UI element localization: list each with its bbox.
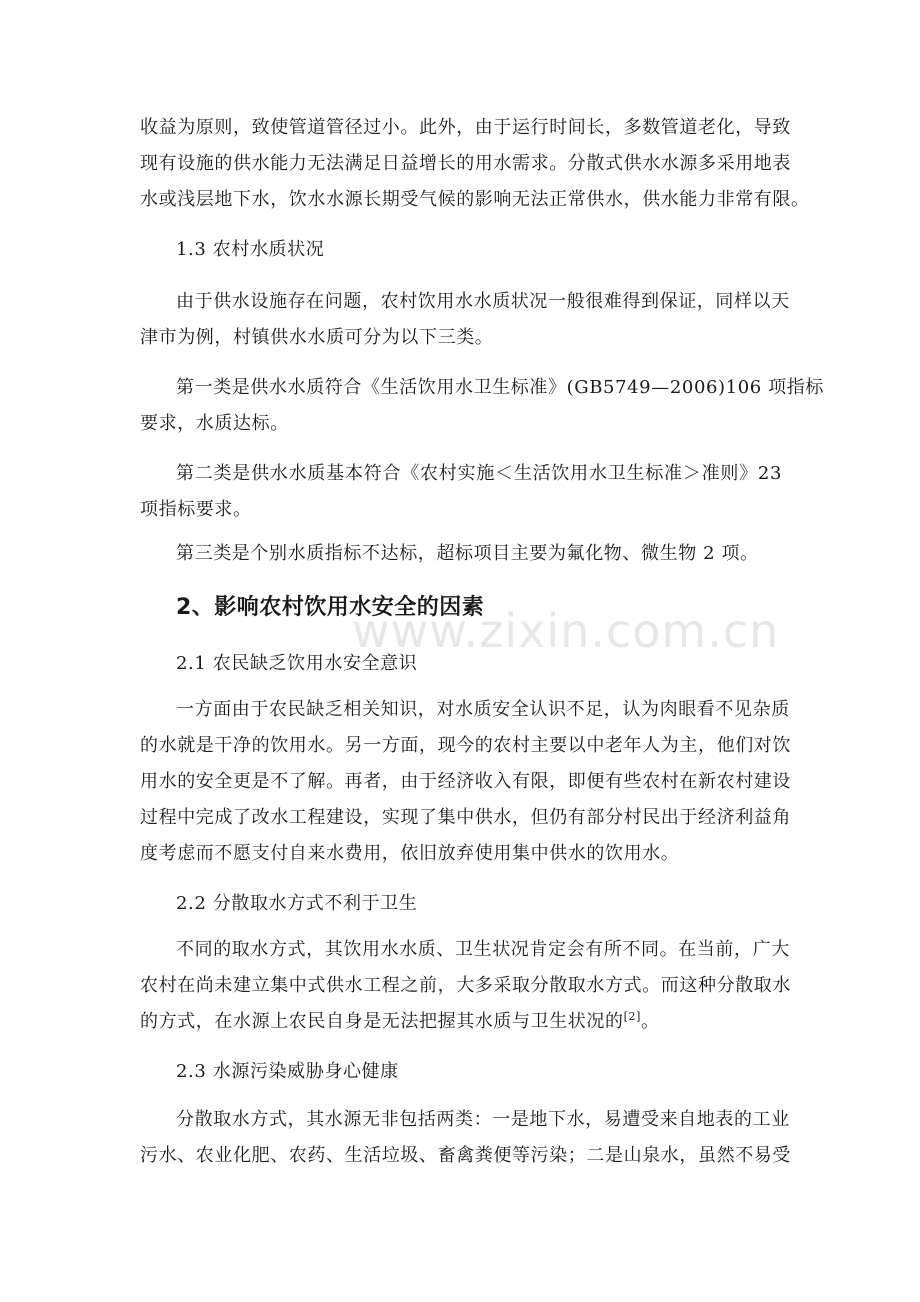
text-line: 不同的取水方式，其饮用水水质、卫生状况肯定会有所不同。在当前，广大 — [176, 939, 790, 960]
paragraph-category-two — [140, 456, 782, 528]
text-line: 由于供水设施存在问题，农村饮用水水质状况一般很难得到保证，同样以天 — [176, 291, 790, 312]
text-line: 农村在尚未建立集中式供水工程之前，大多采取分散取水方式。而这种分散取水 — [140, 975, 791, 996]
section-heading-2-3: 2.3 水源污染威胁身心健康 — [176, 1061, 399, 1082]
citation-marker: [2] — [623, 1010, 641, 1023]
text-line — [140, 1004, 782, 1040]
section-heading-2-1: 2.1 农民缺乏饮用水安全意识 — [176, 653, 418, 674]
text-line: 第二类是供水水质基本符合《农村实施＜生活饮用水卫生标准＞准则》23 — [176, 463, 782, 484]
text-line: 要求，水质达标。 — [140, 413, 289, 434]
paragraph-source-pollution — [140, 1102, 791, 1174]
text-line: 的水就是干净的饮用水。另一方面，现今的农村主要以中老年人为主，他们对饮 — [140, 735, 791, 756]
text-line: 污水、农业化肥、农药、生活垃圾、畜禽粪便等污染；二是山泉水，虽然不易受 — [140, 1145, 791, 1166]
text-line: 度考虑而不愿支付自来水费用，依旧放弃使用集中供水的饮用水。 — [140, 843, 680, 864]
text-line: 收益为原则，致使管道管径过小。此外，由于运行时间长，多数管道老化，导致 — [140, 117, 791, 138]
text-line: 一方面由于农民缺乏相关知识，对水质安全认识不足，认为肉眼看不见杂质 — [176, 699, 790, 720]
watermark: www.zixin.com.cn — [352, 604, 780, 658]
text-line: 第三类是个别水质指标不达标，超标项目主要为氟化物、微生物 2 项。 — [176, 543, 759, 564]
text-run: 。 — [641, 1011, 660, 1032]
paragraph-category-one — [140, 370, 824, 442]
text-line: 津市为例，村镇供水水质可分为以下三类。 — [140, 327, 494, 348]
paragraph-decentralized-intake — [140, 932, 791, 1040]
paragraph-supply-capacity — [140, 110, 810, 218]
paragraph-safety-awareness — [140, 692, 791, 872]
text-line: 第一类是供水水质符合《生活饮用水卫生标准》(GB5749—2006)106 项指标 — [176, 377, 824, 398]
text-line: 现有设施的供水能力无法满足日益增长的用水需求。分散式供水水源多采用地表 — [140, 153, 791, 174]
text-line: 水或浅层地下水，饮水水源长期受气候的影响无法正常供水，供水能力非常有限。 — [140, 189, 810, 210]
text-line: 项指标要求。 — [140, 499, 252, 520]
text-line: 分散取水方式，其水源无非包括两类：一是地下水，易遭受来自地表的工业 — [176, 1109, 790, 1130]
section-heading-2-2: 2.2 分散取水方式不利于卫生 — [176, 893, 418, 914]
paragraph-category-three — [140, 536, 782, 572]
text-line: 用水的安全更是不了解。再者，由于经济收入有限，即便有些农村在新农村建设 — [140, 771, 791, 792]
text-line: 过程中完成了改水工程建设，实现了集中供水，但仍有部分村民出于经济利益角 — [140, 807, 791, 828]
text-run: 的方式，在水源上农民自身是无法把握其水质与卫生状况的 — [140, 1011, 624, 1032]
section-heading-2: 2、影响农村饮用水安全的因素 — [176, 595, 485, 620]
paragraph-water-quality-intro — [140, 284, 790, 356]
section-heading-1-3: 1.3 农村水质状况 — [176, 239, 325, 260]
